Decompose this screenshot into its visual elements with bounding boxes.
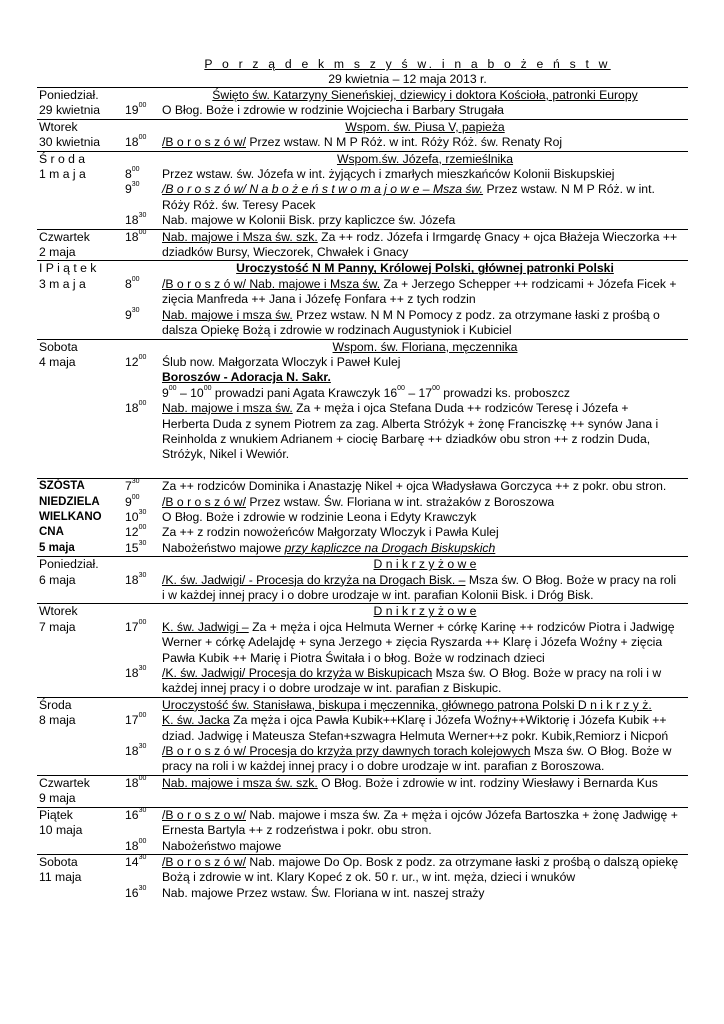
description-line: Wspom. św. Piusa V, papieża [345,119,505,134]
day-label: 29 kwietnia [39,103,100,118]
description-line: Nab. majowe Przez wstaw. Św. Floriana w int. naszej straży [162,885,485,900]
schedule-row [37,339,688,479]
mass-time [125,698,160,713]
description-line: Za ++ rodziców Dominika i Anastazję Nikel + ojca Władysława Gorczyca ++ z pokr. obu stron. [162,479,667,494]
mass-time: $8^{00}$ [125,275,140,291]
mass-time: $18^{00}$ [125,837,147,853]
mass-time [125,463,160,478]
description-line [162,791,688,806]
day-label: 8 maja [39,713,76,728]
time-cell [119,119,160,151]
description-line: /B o r o s z ó w/ N a b o ż e ń s t w o m a j o w e – Msza św. Przez wstaw. N M P Róż. w int. [162,182,655,197]
day-cell [37,479,119,557]
schedule-row [37,151,688,229]
description-line: /B o r o s z ó w/ Przez wstaw. N M P Róż. w int. Róży Róż. św. Renaty Roj [162,135,563,150]
mass-time [125,729,160,744]
day-cell [37,557,119,604]
time-cell [119,604,160,697]
day-cell [37,854,119,901]
mass-time: $15^{30}$ [125,539,147,555]
description-line: /B o r o s z ó w/ Nab. majowe i Msza św. Za + Jerzego Schepper ++ rodzicami + Józefa Ficek + [162,276,677,291]
day-label: 10 maja [39,823,83,838]
description-line: zięcia Manfreda ++ Jana i Józefę Fonfara ++ z tych rodzin [162,292,476,307]
description-line: dziad. Jadwigę i Mateusza Stefan+szwagra Helmuta Werner++z pokr. Kubik,Remiorz i Nicpoń [162,728,669,743]
mass-time [125,870,160,885]
schedule-row [37,479,688,557]
description-line: Nabożeństwo majowe [162,838,282,853]
time-cell [119,854,160,901]
description-line: Uroczystość św. Stanisława, biskupa i męczennika, głównego patrona Polski D n i k r z y ż. [162,697,652,712]
description-line: Święto św. Katarzyny Sieneńskiej, dziewicy i doktora Kościoła, patronki Europy [212,88,638,102]
description-line: Przez wstaw. św. Józefa w int. żyjących i zmarłych mieszkańców Kolonii Biskupskiej [162,167,615,182]
description-line: Nab. majowe i msza św. Przez wstaw. N M N Pomocy z podz. za otrzymane łaski z prośbą o [162,307,660,322]
description-line: Ślub now. Małgorzata Wloczyk i Paweł Kulej [162,354,401,369]
description-line: dziadków Bursy, Wieczorek, Chwałek i Gnacy [162,245,409,260]
time-cell [119,479,160,557]
description-cell [160,261,688,339]
description-cell [160,775,688,807]
day-cell [37,775,119,807]
time-cell [119,697,160,775]
mass-time [125,681,160,696]
schedule-row [37,88,688,120]
description-line: Nab. majowe i msza św. szk. O Błog. Boże i zdrowie w int. rodziny Wiesławy i Bernarda Kus [162,775,658,790]
description-line: Nab. majowe w Kolonii Bisk. przy kapliczce św. Józefa [162,213,456,228]
mass-time [125,447,160,462]
time-cell [119,261,160,339]
description-line: Nab. majowe i msza św. Za + męża i ojca Stefana Duda ++ rodziców Teresę i Józefa + [162,401,629,416]
schedule-row [37,807,688,854]
description-line: /B o r o s z o w/ Nab. majowe i msza św. Za + męża i ojców Józefa Bartoszka + żonę Jadwigę + [162,807,678,822]
mass-time [125,635,160,650]
mass-time: $7^{30}$ [125,478,140,494]
description-cell [160,697,688,775]
mass-time [125,152,160,167]
day-cell [37,697,119,775]
mass-time [125,120,160,135]
mass-time: $17^{00}$ [125,712,147,728]
day-cell [37,261,119,339]
description-line: O Błog. Boże i zdrowie w rodzinie Leona i Edyty Krawczyk [162,509,477,524]
schedule-row [37,697,688,775]
schedule-row [37,557,688,604]
day-label: 5 maja [39,541,75,554]
schedule-page [37,57,688,901]
description-line: K. św. Jadwigi – Za + męża i ojca Helmuta Werner + córkę Karinę ++ rodziców Piotra i Jadwigę [162,619,675,634]
day-label: NIEDZIELA [39,495,100,508]
description-cell [160,854,688,901]
mass-time: $18^{00}$ [125,400,147,416]
schedule-row [37,775,688,807]
mass-time [125,604,160,619]
day-label: I P i ą t e k [39,261,97,276]
description-line: Bożą i zdrowie w int. Klary Kopeć z ok. 50 r. ur., w int. męża, dzieci i wnuków [162,870,576,885]
mass-time: $9^{00}$ [125,493,140,509]
mass-time: $14^{30}$ [125,853,147,869]
day-label: 11 maja [39,870,82,885]
day-label: 6 maja [39,572,76,587]
day-label: Wtorek [39,119,78,134]
mass-time: $9^{30}$ [125,181,140,197]
time-cell [119,88,160,120]
day-cell [37,151,119,229]
description-line: K. św. Jacka Za męża i ojca Pawła Kubik++Klarę i Józefa Woźny++Wiktorię i Józefa Kubik ++ [162,713,667,728]
description-line: /B o r o s z ó w/ Nab. majowe Do Op. Bosk z podz. za otrzymane łaski z prośbą o dalszą opiekę [162,854,679,869]
mass-time [125,370,160,385]
mass-time: $18^{30}$ [125,743,147,759]
mass-time [125,340,160,355]
description-line: Boroszów - Adoracja N. Sakr. [162,370,331,385]
time-cell [119,151,160,229]
description-cell [160,339,688,479]
mass-time [125,261,160,276]
time-cell [119,807,160,854]
mass-time [125,823,160,838]
mass-time [125,432,160,447]
mass-time [125,557,160,572]
description-line: Ernesta Bartyla ++ z rodzeństwa i pokr. obu stron. [162,823,432,838]
description-line: Pawła Kubik ++ Marię i Piotra Świtała i o błog. Boże w rodzinach dzieci [162,650,545,665]
day-label: Piątek [39,807,73,822]
day-cell [37,604,119,697]
mass-time [125,386,160,401]
schedule-row [37,604,688,697]
time-cell [119,557,160,604]
mass-time [125,245,160,260]
day-label: 4 maja [39,354,76,369]
day-label: WIELKANO [39,510,102,523]
description-cell [160,88,688,120]
mass-time: $18^{00}$ [125,228,147,244]
day-cell [37,807,119,854]
day-label: Poniedział. [39,557,99,572]
day-label: 9 maja [39,791,76,806]
mass-time [125,588,160,603]
schedule-row [37,119,688,151]
description-cell [160,119,688,151]
day-label: Czwartek [39,775,90,790]
description-line: /B o r o s z ó w/ Procesja do krzyża przy dawnych torach kolejowych Msza św. O Błog. Boże w [162,744,672,759]
mass-time: $12^{00}$ [125,353,147,369]
description-line: /B o r o s z ó w/ Przez wstaw. Św. Floriana w int. strażaków z Boroszowa [162,494,555,509]
description-line: /K. św. Jadwigi/ - Procesja do krzyża na Drogach Bisk. – Msza św. O Błog. Boże w pracy na roli [162,572,677,587]
day-label: Wtorek [39,604,78,619]
description-line: dalsza Opiekę Bożą i zdrowie w rodzinach Augustyniok i Kubiciel [162,323,512,338]
description-cell [160,151,688,229]
description-line: Wspom. św. Floriana, męczennika [332,339,518,354]
mass-time: $12^{00}$ [125,524,147,540]
description-cell [160,479,688,557]
description-line: Za ++ z rodzin nowożeńców Małgorzaty Wloczyk i Pawła Kulej [162,525,499,540]
mass-time: $18^{30}$ [125,571,147,587]
mass-time: $19^{00}$ [125,102,147,118]
description-line: O Błog. Boże i zdrowie w rodzinie Wojciecha i Barbary Strugała [162,103,504,118]
mass-time: $16^{30}$ [125,806,147,822]
day-label: Sobota [39,339,78,354]
mass-time: $8^{00}$ [125,166,140,182]
mass-time [125,292,160,307]
schedule-row [37,229,688,261]
mass-time: $9^{30}$ [125,306,140,322]
description-line: każdej innej pracy i o dobre urodzaje w int. parafian z Biskupic. [162,681,502,696]
time-cell [119,229,160,261]
time-cell [119,339,160,479]
description-line: Nab. majowe i Msza św. szk. Za ++ rodz. Józefa i Irmgardę Gnacy + ojca Błażeja Wieczorka ++ [162,229,678,244]
description-line: /K. św. Jadwigi/ Procesja do krzyża w Biskupicach Msza św. O Błog. Boże w pracy na roli i w [162,666,662,681]
description-line: D n i k r z y ż o w e [373,557,477,572]
description-line: i w każdej innej pracy i o dobre urodzaje w int. parafian Kolonii Bisk. i Dróg Bisk. [162,588,594,602]
day-label: 1 m a j a [39,167,86,182]
description-cell [160,229,688,261]
mass-time: $16^{30}$ [125,884,147,900]
day-label: 7 maja [39,619,76,634]
mass-time: $18^{00}$ [125,774,147,790]
description-line: Uroczystość N M Panny, Królowej Polski, głównej patronki Polski [236,261,614,276]
day-label: Czwartek [39,229,90,244]
description-line: Werner + córkę Adelajdę + syna Jerzego + zięcia Ryszarda ++ Klarę i Józefa Woźny + zięcia [162,635,663,650]
time-cell [119,775,160,807]
description-line: $9^{00} - 10^{00}$ prowadzi pani Agata Krawczyk $16^{00} - 17^{00}$ prowadzi ks. proboszcz [162,384,570,400]
mass-time: $18^{00}$ [125,134,147,150]
schedule-dates: 29 kwietnia – 12 maja 2013 r. [328,72,487,86]
schedule-title: P o r z ą d e k m s z y ś w. i n a b o ż e ń s t w [204,57,611,71]
mass-time: $18^{30}$ [125,212,147,228]
schedule-table [37,87,688,901]
description-line: Nabożeństwo majowe przy kapliczce na Drogach Biskupskich [162,540,496,555]
schedule-header [37,57,688,87]
schedule-row [37,854,688,901]
day-label: Ś r o d a [39,151,86,166]
day-cell [37,88,119,120]
mass-time [125,198,160,213]
mass-time [125,651,160,666]
description-line: Róży Róż. św. Teresy Pacek [162,197,316,212]
day-cell [37,339,119,479]
mass-time [125,759,160,774]
day-cell [37,229,119,261]
description-line: D n i k r z y ż o w e [373,604,477,619]
description-line: Herberta Duda z synem Piotrem za zag. Alberta Stróżyk + żonę Franciszkę ++ synów Jana i [162,416,659,431]
mass-time: $10^{30}$ [125,508,147,524]
day-label: Sobota [39,854,78,869]
mass-time [125,791,160,806]
mass-time [125,323,160,338]
description-line: Wspom.św. Józefa, rzemieślnika [336,151,514,166]
description-line: pracy na roli i w każdej innej pracy i o dobre urodzaje w int. parafian z Boroszowa. [162,759,605,774]
mass-time [125,417,160,432]
description-cell [160,557,688,604]
day-label: 3 m a j a [39,276,86,291]
day-label: Poniedział. [39,88,99,102]
day-label: 30 kwietnia [39,135,100,150]
day-cell [37,119,119,151]
day-label: CNA [39,526,64,539]
day-label: Środa [39,697,72,712]
description-cell [160,604,688,697]
description-line: Stróżyk, Nikel i Wewiór. [162,447,290,462]
mass-time: $18^{30}$ [125,665,147,681]
schedule-row [37,261,688,339]
day-label: 2 maja [39,245,76,260]
mass-time: $17^{00}$ [125,618,147,634]
description-cell [160,807,688,854]
description-line: Reinholda z wnukiem Adrianem + ciocię Barbarę ++ dziadków obu stron ++ z rodzin Duda, [162,431,651,446]
day-label: SZÓSTA [39,480,85,493]
